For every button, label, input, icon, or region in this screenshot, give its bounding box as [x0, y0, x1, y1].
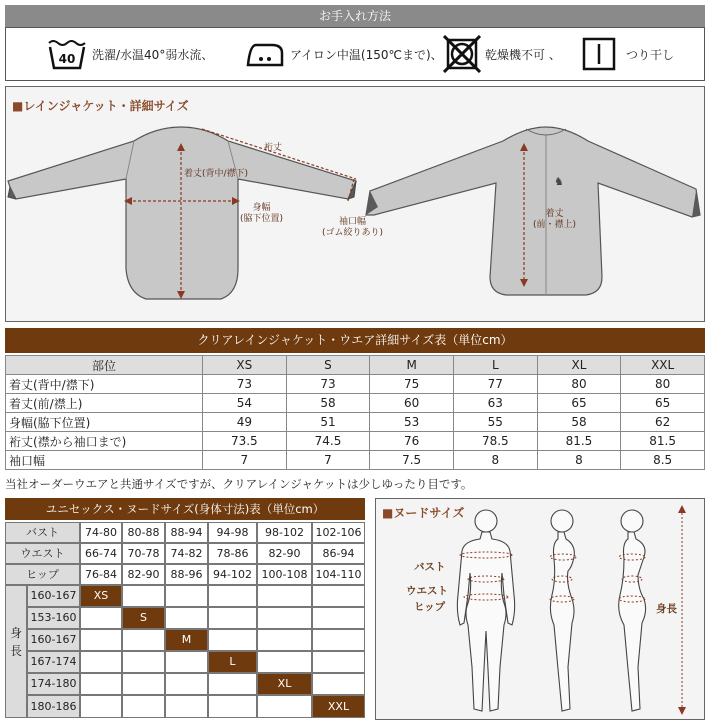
table-cell: 80-88 [122, 522, 165, 543]
detail-table-header-row [6, 356, 705, 375]
cuff-width-subtext: (ゴム絞りあり) [322, 228, 384, 238]
table-row [6, 413, 705, 432]
table-cell [208, 629, 257, 651]
table-cell [208, 585, 257, 607]
table-cell: 8.5 [621, 451, 705, 470]
header-cell: S [286, 356, 370, 375]
table-cell: 75 [370, 375, 454, 394]
no-tumble-dry-icon [443, 35, 481, 73]
front-length-text: 着丈 [545, 209, 564, 219]
size-marker-xl: XL [257, 673, 312, 695]
front-length-label [533, 209, 576, 231]
sleeve-length-label: 裄丈 [264, 143, 283, 153]
hip-label: ヒップ [414, 601, 446, 613]
table-cell: 94-102 [208, 564, 257, 585]
table-cell [312, 607, 365, 629]
table-row [6, 394, 705, 413]
table-cell: 80 [621, 375, 705, 394]
table-cell: 81.5 [537, 432, 621, 451]
svg-text:♞: ♞ [554, 175, 564, 188]
row-label: 着丈(前/襟上) [6, 394, 203, 413]
table-cell: 49 [203, 413, 287, 432]
body-front-view [457, 510, 514, 711]
table-cell [80, 651, 122, 673]
table-cell: 78.5 [453, 432, 537, 451]
table-cell [312, 629, 365, 651]
table-cell: 66-74 [80, 543, 122, 564]
table-cell [165, 585, 208, 607]
table-cell: 70-78 [122, 543, 165, 564]
jacket-illustration [6, 87, 705, 322]
nude-size-figure-panel [375, 498, 705, 720]
table-cell: 7 [286, 451, 370, 470]
table-row [6, 375, 705, 394]
height-label-text: 身長 [10, 626, 23, 658]
table-cell: 8 [537, 451, 621, 470]
header-cell: XL [537, 356, 621, 375]
care-text-iron: アイロン中温(150℃まで)、 [290, 47, 443, 62]
table-cell: 76-84 [80, 564, 122, 585]
bust-label: バスト [414, 561, 446, 573]
table-cell [122, 651, 165, 673]
table-cell [257, 585, 312, 607]
height-range: 160-167 [27, 585, 80, 607]
size-marker-xs: XS [80, 585, 122, 607]
table-cell [80, 695, 122, 718]
table-cell: 73 [286, 375, 370, 394]
detail-table-title: クリアレインジャケット・ウエア詳細サイズ表（単位cm） [197, 333, 513, 347]
care-title-bar [5, 5, 705, 27]
nude-size-grid [5, 522, 365, 718]
table-cell: 74.5 [286, 432, 370, 451]
nude-figure-title: ■ヌードサイズ [382, 506, 465, 520]
measure-label: ヒップ [5, 564, 80, 585]
table-cell: 55 [453, 413, 537, 432]
body-side-view [550, 510, 574, 711]
header-cell: 部位 [6, 356, 203, 375]
svg-text:40: 40 [58, 52, 76, 66]
height-label [5, 585, 27, 718]
care-text-dry: 乾燥機不可 、 [485, 47, 561, 62]
table-cell: 63 [453, 394, 537, 413]
header-cell: L [453, 356, 537, 375]
table-cell [257, 607, 312, 629]
detail-size-table [5, 355, 705, 470]
table-cell [257, 651, 312, 673]
table-cell: 65 [621, 394, 705, 413]
table-cell: 54 [203, 394, 287, 413]
care-item-dry [443, 28, 561, 80]
detail-table-title-bar [5, 328, 705, 353]
jacket-detail-panel [5, 86, 705, 322]
chest-width-subtext: (脇下位置) [240, 214, 284, 224]
table-cell: 82-90 [257, 543, 312, 564]
care-item-iron [244, 28, 443, 80]
line-dry-icon [580, 35, 618, 73]
care-item-line-dry [580, 28, 674, 80]
table-cell: 100-108 [257, 564, 312, 585]
table-cell: 102-106 [312, 522, 365, 543]
table-cell [165, 651, 208, 673]
table-cell: 74-82 [165, 543, 208, 564]
chest-width-text: 身幅 [252, 203, 271, 213]
table-cell [80, 673, 122, 695]
table-cell [257, 695, 312, 718]
care-item-wash [46, 28, 213, 80]
table-cell: 58 [286, 394, 370, 413]
nude-table-title: ユニセックス・ヌードサイズ(身体寸法)表（単位cm） [45, 502, 325, 516]
size-note: 当社オーダーウエアと共通サイズですが、クリアレインジャケットは少しゆったり目です。 [5, 477, 473, 491]
table-cell [208, 695, 257, 718]
table-cell: 73 [203, 375, 287, 394]
care-text-wash: 洗濯/水温40°弱水流、 [92, 47, 214, 62]
table-cell: 104-110 [312, 564, 365, 585]
height-range: 153-160 [27, 607, 80, 629]
height-figure-label: 身長 [656, 603, 677, 615]
table-cell: 8 [453, 451, 537, 470]
table-cell [312, 585, 365, 607]
cuff-width-label [322, 217, 383, 239]
table-cell: 80 [537, 375, 621, 394]
table-cell [208, 607, 257, 629]
table-cell [80, 629, 122, 651]
iron-medium-icon [244, 37, 286, 71]
table-cell: 94-98 [208, 522, 257, 543]
header-cell: XS [203, 356, 287, 375]
table-cell [312, 651, 365, 673]
table-cell: 81.5 [621, 432, 705, 451]
wash-40-tub-icon [46, 37, 88, 71]
jacket-back-view [8, 127, 356, 299]
table-cell: 7 [203, 451, 287, 470]
measure-label: バスト [5, 522, 80, 543]
table-cell: 88-94 [165, 522, 208, 543]
jacket-section-title: ■レインジャケット・詳細サイズ [12, 99, 189, 113]
cuff-width-text: 袖口幅 [339, 217, 367, 227]
table-cell [165, 695, 208, 718]
table-cell: 76 [370, 432, 454, 451]
table-cell: 82-90 [122, 564, 165, 585]
care-instructions [5, 27, 705, 81]
table-cell: 65 [537, 394, 621, 413]
chest-width-label [240, 203, 283, 225]
table-cell: 78-86 [208, 543, 257, 564]
row-label: 着丈(背中/襟下) [6, 375, 203, 394]
table-cell: 77 [453, 375, 537, 394]
size-marker-xxl: XXL [312, 695, 365, 718]
height-range: 174-180 [27, 673, 80, 695]
table-cell [312, 673, 365, 695]
row-label: 身幅(脇下位置) [6, 413, 203, 432]
height-range: 160-167 [27, 629, 80, 651]
table-cell: 88-96 [165, 564, 208, 585]
table-row [6, 451, 705, 470]
table-cell [122, 673, 165, 695]
table-cell [257, 629, 312, 651]
table-row [6, 432, 705, 451]
row-label: 裄丈(襟から袖口まで) [6, 432, 203, 451]
table-cell [80, 607, 122, 629]
table-cell: 7.5 [370, 451, 454, 470]
header-cell: XXL [621, 356, 705, 375]
measure-label: ウエスト [5, 543, 80, 564]
table-cell [165, 607, 208, 629]
table-cell [122, 695, 165, 718]
height-range: 180-186 [27, 695, 80, 718]
body-back-view [619, 510, 646, 711]
table-cell: 51 [286, 413, 370, 432]
header-cell: M [370, 356, 454, 375]
height-range: 167-174 [27, 651, 80, 673]
size-marker-l: L [208, 651, 257, 673]
care-text-line-dry: つり干し [626, 47, 675, 62]
table-cell [165, 673, 208, 695]
table-cell [122, 585, 165, 607]
nude-table-title-bar [5, 498, 365, 520]
care-title: お手入れ方法 [318, 9, 391, 23]
table-cell: 62 [621, 413, 705, 432]
front-length-subtext: (前・襟上) [533, 220, 577, 230]
table-cell: 60 [370, 394, 454, 413]
size-marker-s: S [122, 607, 165, 629]
row-label: 袖口幅 [6, 451, 203, 470]
table-cell: 58 [537, 413, 621, 432]
size-marker-m: M [165, 629, 208, 651]
table-cell: 74-80 [80, 522, 122, 543]
table-cell [122, 629, 165, 651]
table-cell: 86-94 [312, 543, 365, 564]
table-cell: 73.5 [203, 432, 287, 451]
back-length-label: 着丈(背中/襟下) [184, 169, 249, 179]
table-cell: 53 [370, 413, 454, 432]
table-cell [208, 673, 257, 695]
waist-label: ウエスト [406, 585, 448, 597]
table-cell: 98-102 [257, 522, 312, 543]
